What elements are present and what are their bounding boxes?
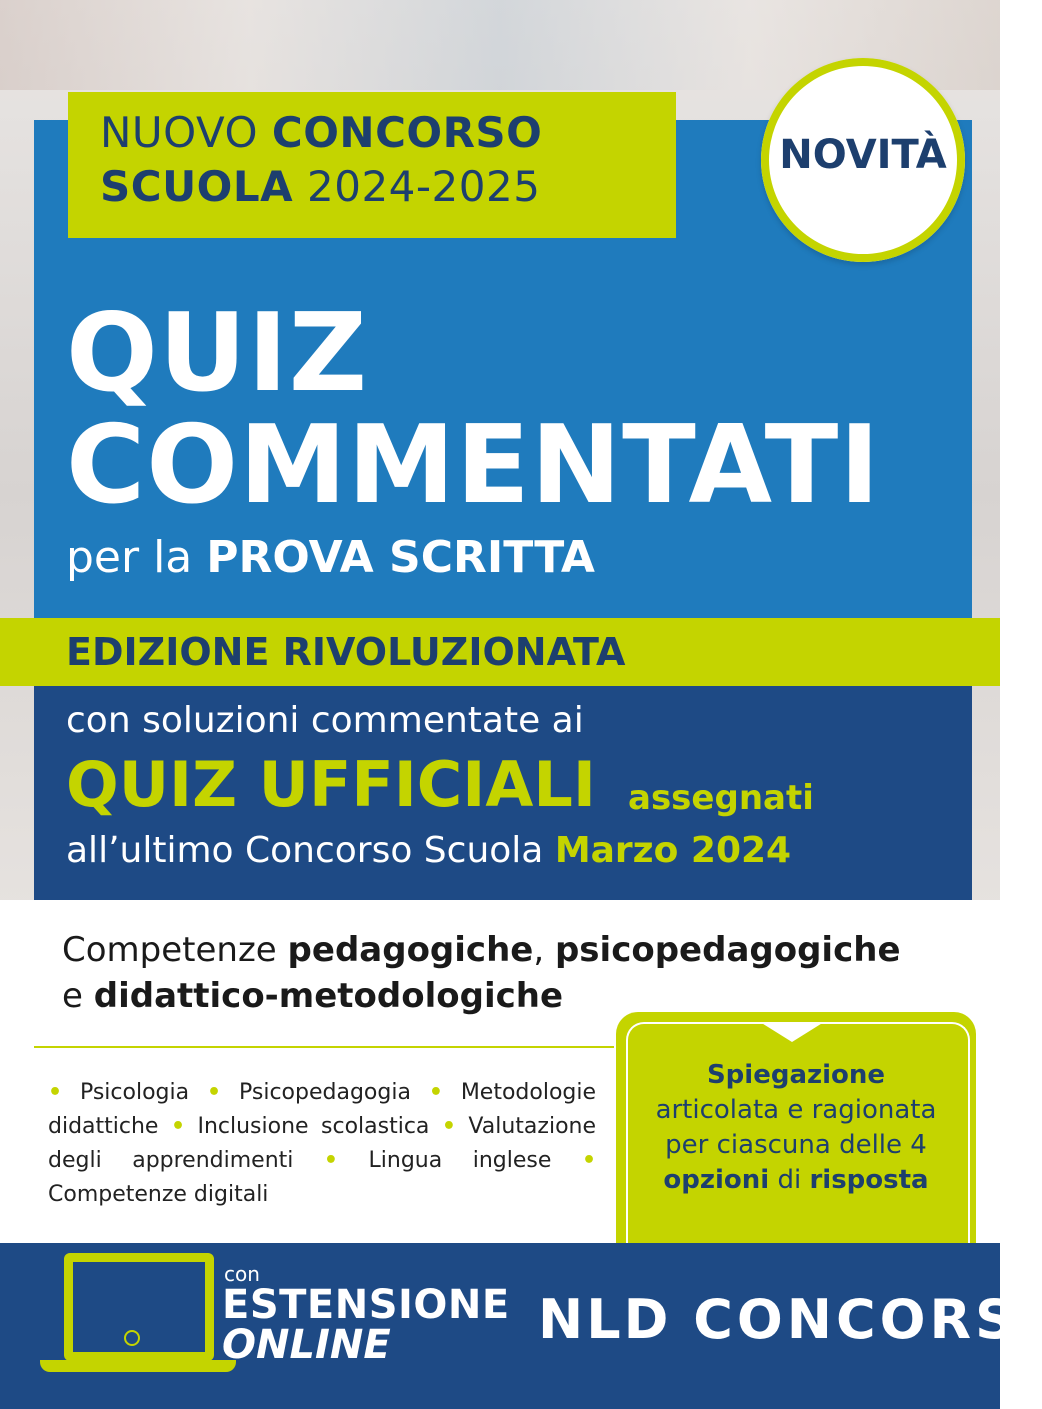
explanation-line-3: per ciascuna delle 4 (665, 1130, 927, 1160)
edition-label: EDIZIONE RIVOLUZIONATA (66, 630, 626, 674)
footer-con: con (224, 1262, 260, 1286)
explanation-line-2: articolata e ragionata (655, 1095, 937, 1125)
laptop-screen (64, 1253, 214, 1361)
competences-psicopedagogiche: psicopedagogiche (554, 930, 901, 970)
explanation-di: di (777, 1165, 802, 1195)
bullet-icon: • (581, 1148, 596, 1173)
divider-line (34, 1046, 614, 1048)
topic-item: Valutazione degli apprendimenti (48, 1114, 597, 1173)
official-line-3 (66, 830, 791, 871)
title-commentati: COMMENTATI (66, 403, 881, 528)
competences-word: Competenze (62, 930, 277, 970)
explanation-risposta: risposta (809, 1165, 929, 1195)
topic-item: Metodologie didattiche (48, 1080, 597, 1139)
header-years: 2024-2025 (307, 162, 541, 211)
subtitle-light: per la (66, 532, 193, 583)
header-line-2 (100, 162, 540, 211)
competences-didattico: didattico-metodologiche (93, 976, 564, 1016)
topics-list (48, 1076, 596, 1212)
topic-item: Competenze digitali (48, 1182, 269, 1207)
explanation-notch (760, 1022, 824, 1042)
topic-item: Psicopedagogia (238, 1080, 411, 1105)
bullet-icon: • (428, 1080, 443, 1105)
title-quiz: QUIZ (66, 291, 369, 416)
bullet-icon: • (441, 1114, 456, 1139)
header-word-nuovo: NUOVO (100, 108, 259, 157)
explanation-opzioni: opzioni (663, 1165, 770, 1195)
footer-online: ONLINE (222, 1322, 391, 1368)
novita-badge (761, 58, 965, 262)
competences-line-2 (62, 976, 563, 1016)
bullet-icon: • (48, 1080, 63, 1105)
publisher-logo (538, 1288, 1042, 1351)
bullet-icon: • (207, 1080, 222, 1105)
official-quiz-ufficiali: QUIZ UFFICIALI (66, 748, 596, 821)
novita-badge-label: NOVITÀ (779, 132, 947, 178)
official-assegnati: assegnati (628, 778, 814, 818)
subtitle (66, 532, 595, 583)
publisher-logo-concorsi: CONCORSI (693, 1288, 1042, 1351)
topic-item: Inclusione scolastica (197, 1114, 430, 1139)
laptop-camera (124, 1330, 140, 1346)
laptop-base (40, 1360, 236, 1372)
official-line-3-light: all’ultimo Concorso Scuola (66, 830, 544, 871)
header-word-concorso: CONCORSO (271, 108, 543, 157)
explanation-text (626, 1058, 966, 1198)
topic-item: Lingua inglese (368, 1148, 552, 1173)
bullet-icon: • (323, 1148, 338, 1173)
official-date: Marzo 2024 (554, 830, 792, 871)
competences-e: e (62, 976, 83, 1016)
official-line-1: con soluzioni commentate ai (66, 700, 584, 741)
competences-comma: , (533, 930, 545, 970)
topic-item: Psicologia (79, 1080, 190, 1105)
footer-estensione: ESTENSIONE (222, 1282, 510, 1328)
subtitle-bold: PROVA SCRITTA (206, 532, 595, 583)
publisher-logo-nld: NLD (538, 1288, 672, 1351)
competences-line-1 (62, 930, 901, 970)
explanation-title: Spiegazione (706, 1060, 886, 1090)
competences-pedagogiche: pedagogiche (287, 930, 534, 970)
bullet-icon: • (170, 1114, 185, 1139)
header-word-scuola: SCUOLA (100, 162, 294, 211)
header-line-1 (100, 108, 542, 157)
